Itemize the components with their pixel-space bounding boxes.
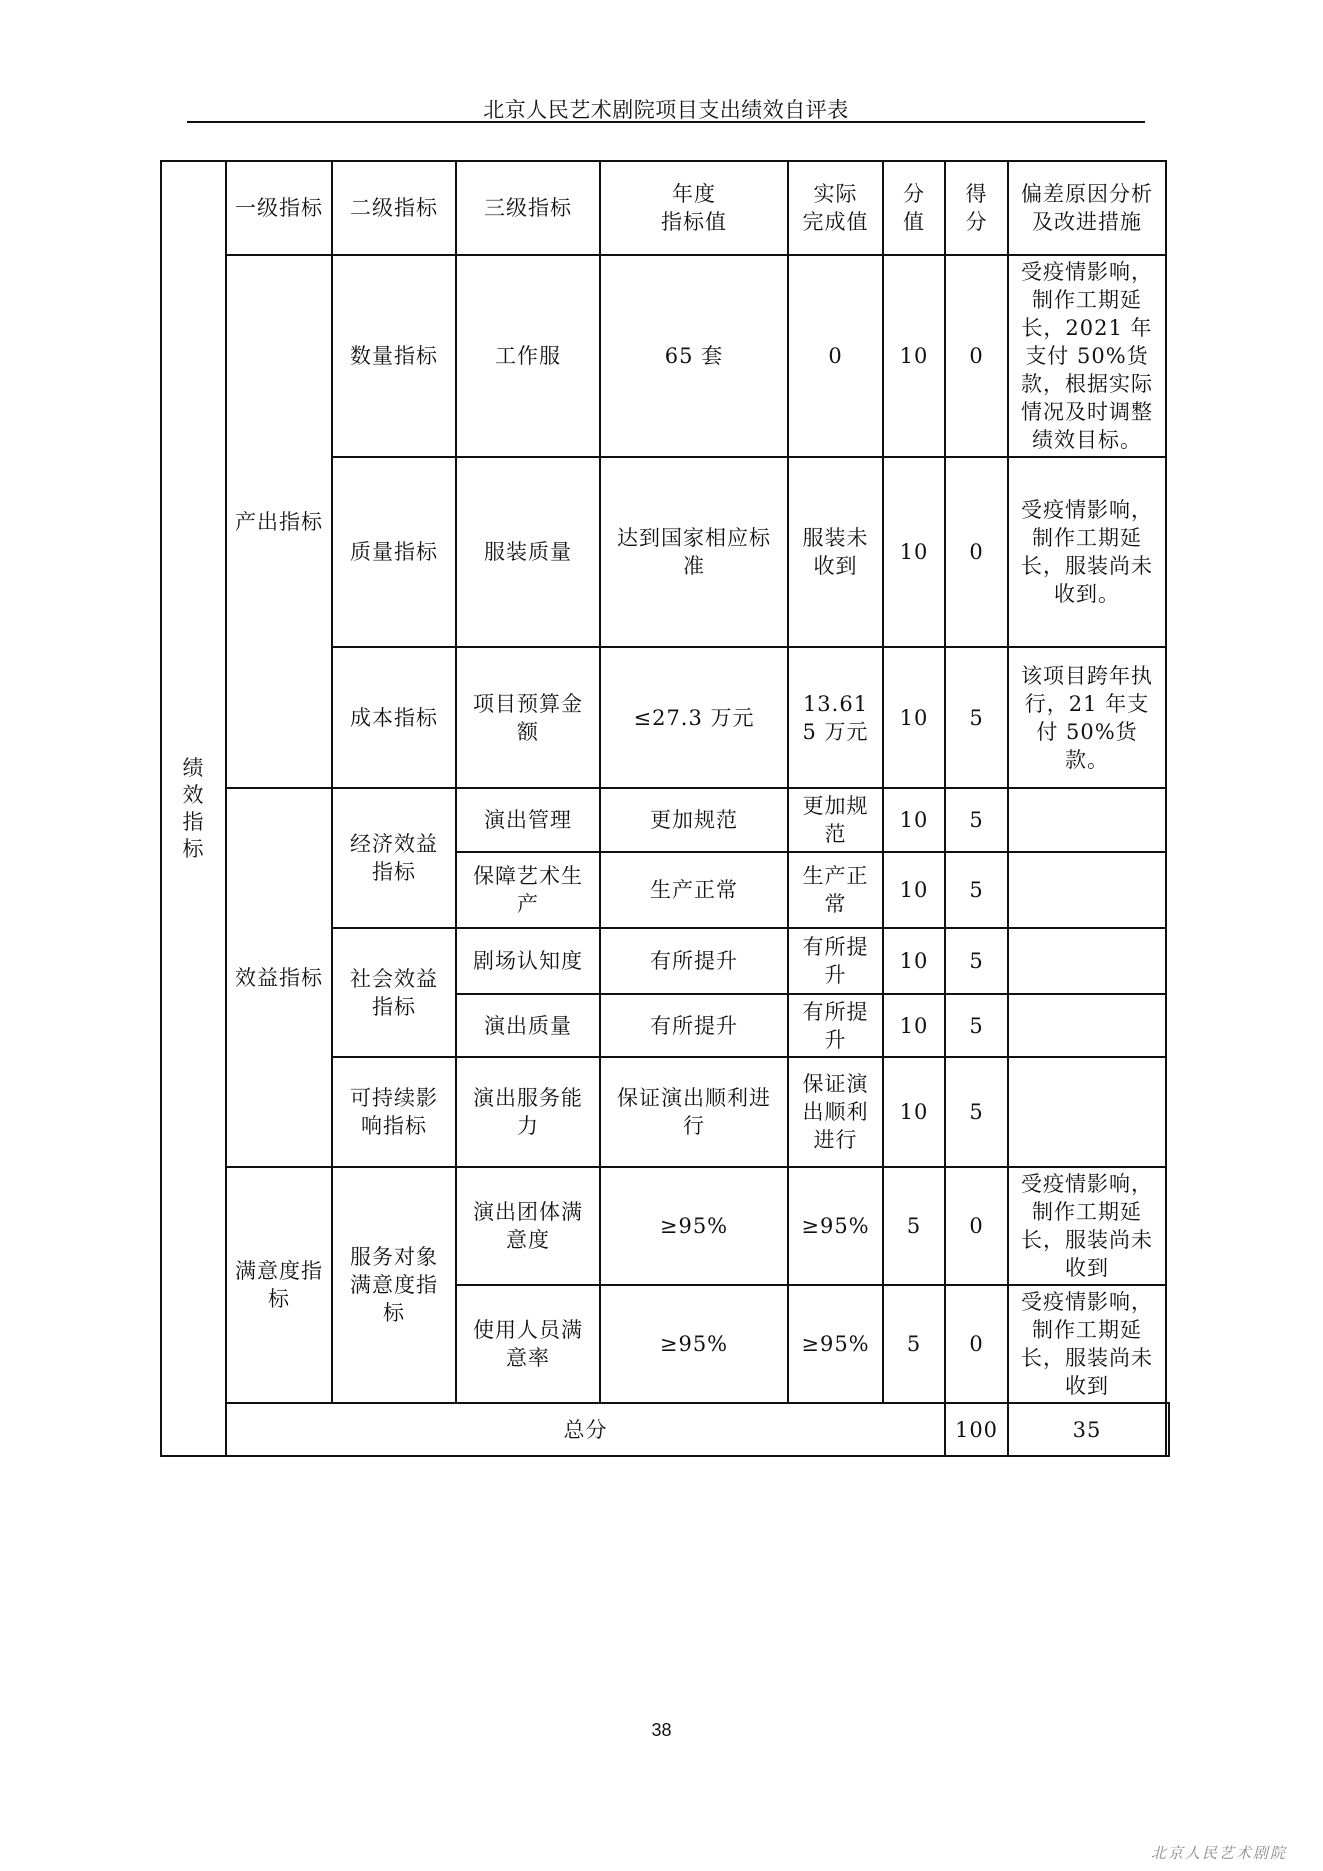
level3-cell: 剧场认知度: [456, 928, 600, 994]
header-level2: 二级指标: [332, 161, 456, 255]
got-score-cell: 0: [945, 457, 1008, 647]
level3-cell: 项目预算金额: [456, 647, 600, 788]
header-target: 年度 指标值: [600, 161, 788, 255]
full-score-cell: 10: [883, 928, 945, 994]
header-reason: 偏差原因分析及改进措施: [1008, 161, 1166, 255]
level3-cell: 保障艺术生产: [456, 852, 600, 928]
output-label-cell: [226, 255, 332, 788]
level2-cell: 服务对象满意度指标: [332, 1167, 456, 1403]
actual-cell: 有所提升: [788, 928, 883, 994]
full-score-cell: 10: [883, 852, 945, 928]
table-row: [161, 788, 1169, 852]
output-label: 产出指标: [235, 509, 323, 534]
got-score-cell: 0: [945, 255, 1008, 457]
reason-cell: [1008, 788, 1166, 852]
header-actual: 实际 完成值: [788, 161, 883, 255]
actual-cell: ≥95%: [788, 1167, 883, 1285]
level2-cell: 数量指标: [332, 255, 456, 457]
target-cell: 达到国家相应标准: [600, 457, 788, 647]
table-header-row: [161, 161, 1169, 255]
reason-cell: [1008, 1057, 1166, 1167]
reason-cell: 受疫情影响，制作工期延长，服装尚未收到。: [1008, 457, 1166, 647]
target-cell: 有所提升: [600, 994, 788, 1057]
level2-cell: 可持续影响指标: [332, 1057, 456, 1167]
target-cell: 保证演出顺利进行: [600, 1057, 788, 1167]
full-score-cell: 10: [883, 647, 945, 788]
reason-cell: 该项目跨年执行，21 年支付 50%货款。: [1008, 647, 1166, 788]
got-score-cell: 5: [945, 788, 1008, 852]
actual-cell: 0: [788, 255, 883, 457]
total-row: [161, 1403, 1169, 1456]
level3-cell: 工作服: [456, 255, 600, 457]
total-reason-cell: [1166, 1403, 1169, 1456]
header-level3: 三级指标: [456, 161, 600, 255]
actual-cell: 更加规范: [788, 788, 883, 852]
reason-cell: 受疫情影响，制作工期延长，服装尚未收到: [1008, 1167, 1166, 1285]
target-cell: 65 套: [600, 255, 788, 457]
header-score-full: 分 值: [883, 161, 945, 255]
full-score-cell: 10: [883, 788, 945, 852]
level2-cell: 社会效益指标: [332, 928, 456, 1057]
table-row: [161, 255, 1169, 457]
total-full-score: 100: [945, 1403, 1008, 1456]
total-got-score: 35: [1008, 1403, 1166, 1456]
reason-cell: [1008, 994, 1166, 1057]
benefit-label-cell: [226, 788, 332, 1167]
benefit-label: 效益指标: [235, 965, 323, 990]
actual-cell: 保证演出顺利进行: [788, 1057, 883, 1167]
reason-cell: 受疫情影响，制作工期延长，服装尚未收到: [1008, 1285, 1166, 1403]
header-level1: 一级指标: [226, 161, 332, 255]
level3-cell: 使用人员满意率: [456, 1285, 600, 1403]
full-score-cell: 10: [883, 994, 945, 1057]
target-cell: 生产正常: [600, 852, 788, 928]
level2-cell: 质量指标: [332, 457, 456, 647]
actual-cell: ≥95%: [788, 1285, 883, 1403]
reason-cell: 受疫情影响，制作工期延长，2021 年支付 50%货款，根据实际情况及时调整绩效目标。: [1008, 255, 1166, 457]
document-title: 北京人民艺术剧院项目支出绩效自评表: [483, 98, 849, 122]
full-score-cell: 5: [883, 1285, 945, 1403]
group-label-cell: [161, 161, 226, 1456]
full-score-cell: 10: [883, 255, 945, 457]
satisfaction-label: 满意度指标: [235, 1259, 323, 1311]
actual-cell: 有所提升: [788, 994, 883, 1057]
page-number: 38: [651, 1720, 672, 1740]
got-score-cell: 5: [945, 647, 1008, 788]
full-score-cell: 5: [883, 1167, 945, 1285]
reason-cell: [1008, 928, 1166, 994]
got-score-cell: 5: [945, 1057, 1008, 1167]
got-score-cell: 5: [945, 994, 1008, 1057]
target-cell: ≥95%: [600, 1285, 788, 1403]
header-score-got: 得 分: [945, 161, 1008, 255]
target-cell: 有所提升: [600, 928, 788, 994]
level3-cell: 演出管理: [456, 788, 600, 852]
satisfaction-label-cell: [226, 1167, 332, 1403]
level3-cell: 演出质量: [456, 994, 600, 1057]
total-label: 总分: [226, 1403, 945, 1456]
level3-cell: 演出团体满意度: [456, 1167, 600, 1285]
got-score-cell: 5: [945, 852, 1008, 928]
table-row: [161, 1167, 1169, 1285]
target-cell: 更加规范: [600, 788, 788, 852]
performance-table: [160, 160, 1170, 1457]
level2-cell: 经济效益指标: [332, 788, 456, 928]
got-score-cell: 0: [945, 1167, 1008, 1285]
actual-cell: 13.615 万元: [788, 647, 883, 788]
full-score-cell: 10: [883, 457, 945, 647]
level3-cell: 演出服务能力: [456, 1057, 600, 1167]
level2-cell: 成本指标: [332, 647, 456, 788]
group-label: 绩效指标: [182, 755, 205, 861]
level3-cell: 服装质量: [456, 457, 600, 647]
got-score-cell: 0: [945, 1285, 1008, 1403]
actual-cell: 生产正常: [788, 852, 883, 928]
header-divider: [187, 121, 1145, 123]
actual-cell: 服装未收到: [788, 457, 883, 647]
target-cell: ≤27.3 万元: [600, 647, 788, 788]
full-score-cell: 10: [883, 1057, 945, 1167]
watermark-stamp: 北京人民艺术剧院: [1150, 1844, 1287, 1862]
got-score-cell: 5: [945, 928, 1008, 994]
target-cell: ≥95%: [600, 1167, 788, 1285]
reason-cell: [1008, 852, 1166, 928]
